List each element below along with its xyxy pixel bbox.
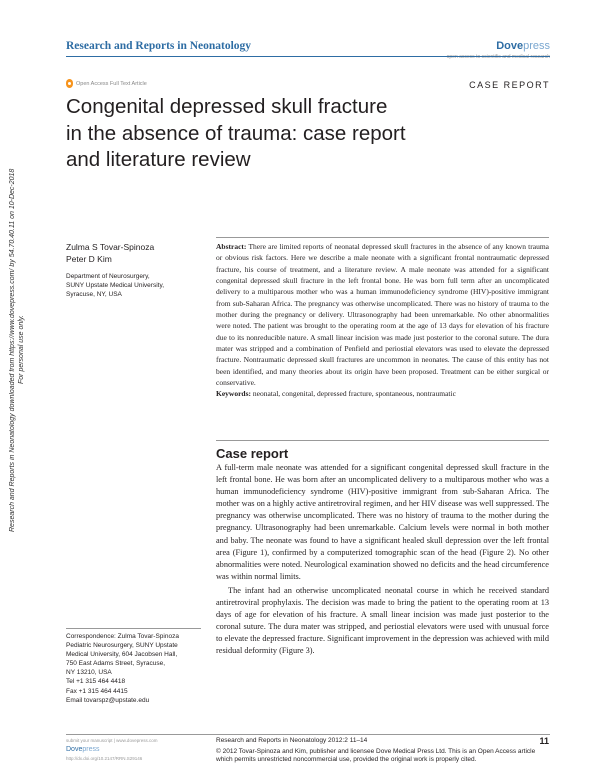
keywords [216,388,549,399]
correspondence-line: NY 13210, USA [66,669,112,677]
personal-use-notice: For personal use only. [18,315,25,385]
abstract-divider-top [216,237,549,238]
footer-brand-bold: Dove [66,746,83,753]
correspondence-line: Medical University, 604 Jacobsen Hall, [66,651,178,659]
affiliation-line: SUNY Upstate Medical University, [66,282,165,289]
citation-text: Research and Reports in Neonatology 2012:2 11–14 [216,737,368,744]
article-type: CASE REPORT [469,80,550,90]
copyright-notice: © 2012 Tovar-Spinoza and Kim, publisher and licensee Dove Medical Press Ltd. This is an Open Access article which permits unrestricted noncommercial use, provided the original work is properly cited. [216,747,536,764]
case-report-body [216,462,549,658]
correspondence-line: Pediatric Neurosurgery, SUNY Upstate [66,642,178,650]
abstract-text: There are limited reports of neonatal depressed skull fractures in the absence of any known trauma or obvious risk factors. Here we describe a male neonate with a significant frontal nontraumatic depressed fracture, his course of treatment, and a literature review. A male neonate was attended for a significant congenital depressed skull fracture in the left frontal bone. He was born full term after an uncomplicated delivery to a multiparous mother who was a human immunodeficiency syndrome (HIV)-positive immigrant from sub-Saharan Africa. The pregnancy was otherwise uncomplicated. There was no history of trauma to the mother during the pregnancy or delivery. Ultrasonography had been unremarkable. No other abnormalities were noted. The patient was brought to the operating room at the age of 13 days for elevation of his fracture due to its nonreducible nature. A small linear incision was made just posterior to the coronal suture. The dura mater was stripped and a combination of Penfield and periostial elevators was used to elevate the depressed fracture. Nontraumatic depressed skull fractures are uncommon in neonates. The cause of this entity has not been identified, and many theories about its origin have been proposed. Treatment can be either surgical or conservative. [216,242,549,388]
publisher-tagline: open access to scientific and medical research [446,54,550,60]
abstract-divider-bottom [216,440,549,441]
open-access-label [66,79,147,88]
abstract-body [216,241,549,388]
footer-brand-light: press [82,746,100,753]
body-paragraph: The infant had an otherwise uncomplicated neonatal course in which he received standard antiretroviral prophylaxis. The decision was made to bring the patient to the operating room at 13 days of age for elevation of his fracture. A small linear incision was made just posterior to the coronal suture. The dura mater was stripped, and periostial elevators were used with unusual force to elevate the depressed fracture. Significant improvement in the depression was achieved with mild residual deformity (Figure 3). [216,585,549,656]
author-name: Zulma S Tovar-Spinoza [66,242,155,252]
footer-citation [216,737,549,765]
publisher-name-bold: Dove [496,40,524,52]
journal-title: Research and Reports in Neonatology [66,40,252,52]
title-line: and literature review [66,148,251,171]
page-number: 11 [539,736,549,746]
header-divider [66,56,550,57]
open-access-lock-icon [66,79,73,88]
doi-link[interactable]: http://dx.doi.org/10.2147/RRN.S29146 [66,756,143,761]
open-access-text: Open Access Full Text Article [76,80,147,87]
keywords-label: Keywords: [216,389,251,399]
affiliation-line: Department of Neurosurgery, [66,273,150,280]
section-heading: Case report [216,446,289,461]
correspondence-line: Correspondence: Zulma Tovar-Spinoza [66,633,179,640]
publisher-logo [447,40,550,60]
correspondence-line: 750 East Adams Street, Syracuse, [66,660,165,668]
footer-logo [66,746,157,753]
body-paragraph: A full-term male neonate was attended for a significant congenital depressed skull fracture in the left frontal bone. He was born after an uncomplicated delivery to a multiparous mother who was a human immunodeficiency syndrome (HIV)-positive immigrant from sub-Saharan Africa. The mother was on a highly active antiretroviral regimen, and her HIV disease was well suppressed. The pregnancy was otherwise uncomplicated. There was no history of trauma to the mother during the pregnancy. Ultrasonography had been unremarkable. Calcium levels were normal in both mother and baby. The neonate was found to have a significant healed skull depression over the left frontal area (Figure 1), confirmed by a computerized tomographic scan of the head (Figure 2). No other abnormalities were noted. Neurological examination showed no deficits and the head circumference was within normal limits. [216,463,549,581]
abstract-label: Abstract: [216,242,247,251]
author-name: Peter D Kim [66,254,112,264]
author-list [66,241,154,265]
download-notice [8,140,44,560]
correspondence-email[interactable]: Email tovarspz@upstate.edu [66,696,150,704]
affiliation-line: Syracuse, NY, USA [66,291,122,298]
submit-manuscript-link[interactable]: submit your manuscript | www.dovepress.com [66,738,158,743]
title-line: Congenital depressed skull fracture [66,95,388,118]
download-notice-line: Research and Reports in Neonatology downloaded from https://www.dovepress.com/ by 54.70.40.11 on 10-Dec-2018 [9,168,16,532]
affiliation [66,272,164,299]
article-title [66,94,466,174]
keywords-text: neonatal, congenital, depressed fracture, spontaneous, nontraumatic [252,389,456,399]
footer-publisher [66,738,157,761]
abstract [216,241,549,400]
correspondence-divider [66,628,201,629]
correspondence [66,632,179,705]
correspondence-line: Fax +1 315 464 4415 [66,687,128,695]
publisher-name-light: press [523,40,550,52]
correspondence-line: Tel +1 315 464 4418 [66,678,126,686]
footer-divider [66,734,550,735]
title-line: in the absence of trauma: case report [66,121,406,145]
